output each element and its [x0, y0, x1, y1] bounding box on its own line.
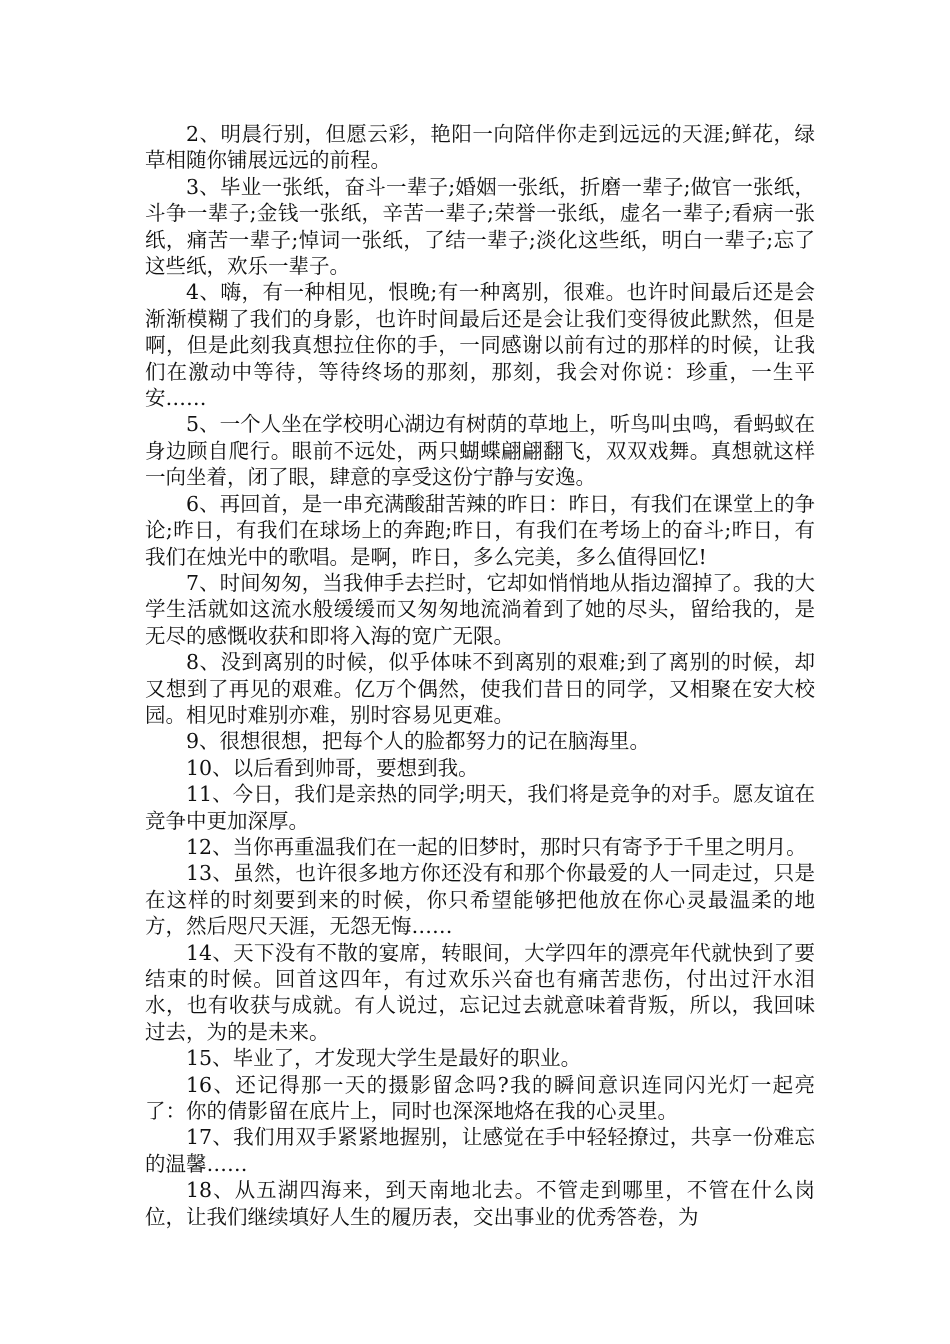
paragraph-17: 17、我们用双手紧紧地握别，让感觉在手中轻轻撩过，共享一份难忘的温馨…… — [145, 1125, 815, 1176]
paragraph-12: 12、当你再重温我们在一起的旧梦时，那时只有寄予于千里之明月。 — [186, 834, 807, 859]
paragraph-11: 11、今日，我们是亲热的同学;明天，我们将是竞争的对手。愿友谊在竞争中更加深厚。 — [145, 782, 815, 833]
paragraph-16: 16、还记得那一天的摄影留念吗?我的瞬间意识连同闪光灯一起亮了：你的倩影留在底片上，同时也深深地烙在我的心灵里。 — [145, 1072, 815, 1124]
paragraph-6: 6、再回首，是一串充满酸甜苦辣的昨日：昨日，有我们在课堂上的争论;昨日，有我们在球场上的奔跑;昨日，有我们在考场上的奋斗;昨日，有我们在烛光中的歌唱。是啊，昨日，多么完美，多么值得回忆! — [145, 491, 815, 569]
paragraph-14: 14、天下没有不散的宴席，转眼间，大学四年的漂亮年代就快到了要结束的时候。回首这四年，有过欢乐兴奋也有痛苦悲伤，付出过汗水泪水，也有收获与成就。有人说过，忘记过去就意味着背叛，所以，我回味过去，为的是未来。 — [145, 940, 815, 1044]
paragraph-8: 8、没到离别的时候，似乎体味不到离别的艰难;到了离别的时候，却又想到了再见的艰难。亿万个偶然，使我们昔日的同学，又相聚在安大校园。相见时难别亦难，别时容易见更难。 — [145, 650, 815, 727]
paragraph-5: 5、一个人坐在学校明心湖边有树荫的草地上，听鸟叫虫鸣，看蚂蚁在身边顾自爬行。眼前不远处，两只蝴蝶翩翩翻飞，双双戏舞。真想就这样一向坐着，闭了眼，肆意的享受这份宁静与安逸。 — [145, 412, 815, 490]
paragraph-13: 13、虽然，也许很多地方你还没有和那个你最爱的人一同走过，只是在这样的时刻要到来的时候，你只希望能够把他放在你心灵最温柔的地方，然后咫尺天涯，无怨无悔…… — [145, 861, 815, 939]
paragraph-9: 9、很想很想，把每个人的脸都努力的记在脑海里。 — [186, 729, 651, 754]
paragraph-18: 18、从五湖四海来，到天南地北去。不管走到哪里，不管在什么岗位，让我们继续填好人生的履历表，交出事业的优秀答卷，为 — [145, 1178, 815, 1229]
paragraph-2: 2、明晨行别，但愿云彩，艳阳一向陪伴你走到远远的天涯;鲜花，绿草相随你铺展远远的前程。 — [145, 122, 815, 173]
paragraph-10: 10、以后看到帅哥，要想到我。 — [186, 755, 479, 780]
document-body — [145, 121, 815, 1230]
paragraph-3: 3、毕业一张纸，奋斗一辈子;婚姻一张纸，折磨一辈子;做官一张纸，斗争一辈子;金钱一张纸，辛苦一辈子;荣誉一张纸，虚名一辈子;看病一张纸，痛苦一辈子;悼词一张纸，了结一辈子;淡化这些纸，明白一辈子;忘了这些纸，欢乐一辈子。 — [145, 174, 815, 279]
paragraph-7: 7、时间匆匆，当我伸手去拦时，它却如悄悄地从指边溜掉了。我的大学生活就如这流水般缓缓而又匆匆地流淌着到了她的尽头，留给我的，是无尽的感慨收获和即将入海的宽广无限。 — [145, 570, 815, 648]
paragraph-4: 4、嗨，有一种相见，恨晚;有一种离别，很难。也许时间最后还是会渐渐模糊了我们的身影，也许时间最后还是会让我们变得彼此默然，但是啊，但是此刻我真想拉住你的手，一同感谢以前有过的那样的时候，让我们在激动中等待，等待终场的那刻，那刻，我会对你说：珍重，一生平安…… — [145, 280, 815, 411]
paragraph-15: 15、毕业了，才发现大学生是最好的职业。 — [186, 1046, 582, 1071]
